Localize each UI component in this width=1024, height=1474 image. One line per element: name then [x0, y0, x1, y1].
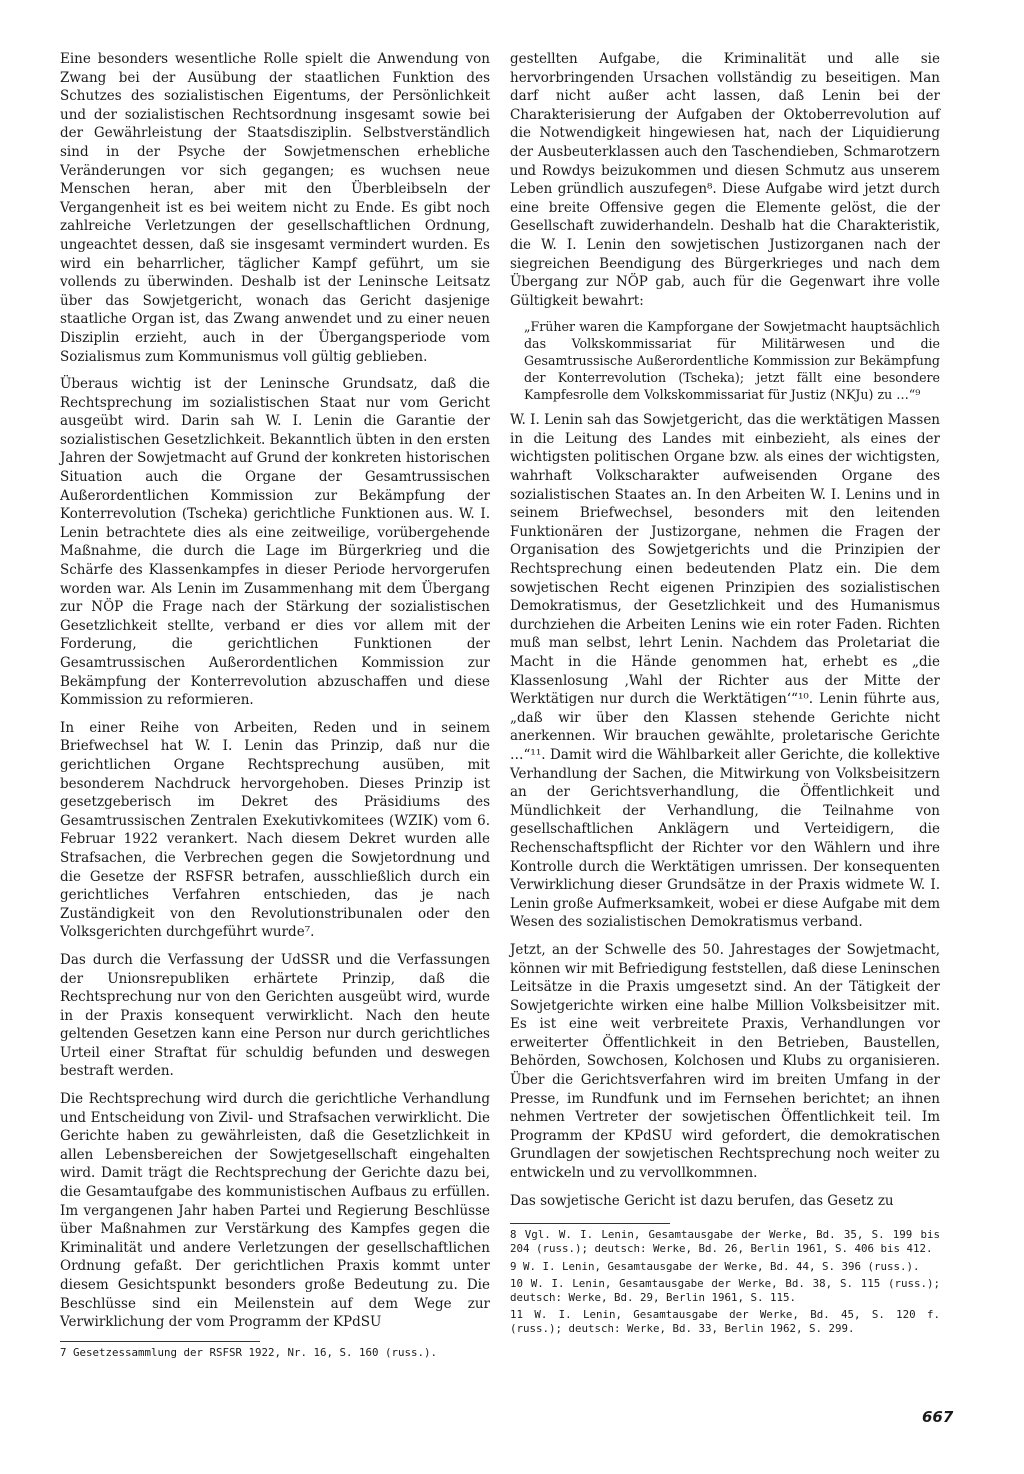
- paragraph: Die Rechtsprechung wird durch die gerichtliche Verhandlung und Entscheidung von Zivil- und Strafsachen verwirklicht. Die Gerichte haben zu gewährleisten, daß die Gesetzlichkeit in allen Lebensbereichen der Sowjetgesellschaft eingehalten wird. Damit trägt die Rechtsprechung der Gerichte dazu bei, die Gesamtaufgabe des kommunistischen Aufbaus zu erfüllen. Im vergangenen Jahr haben Partei und Regierung Beschlüsse über Maßnahmen zur Verstärkung des Kampfes gegen die Kriminalität und andere Verletzungen der gesellschaftlichen Ordnung gefaßt. Der gerichtlichen Praxis kommt unter diesem Gesichtspunkt besonders große Bedeutung zu. Die Beschlüsse sind ein Meilenstein auf dem Wege zur Verwirklichung der vom Programm der KPdSU: [60, 1091, 490, 1331]
- paragraph: Jetzt, an der Schwelle des 50. Jahrestages der Sowjetmacht, können wir mit Befriedigung feststellen, daß diese Leninschen Leitsätze in die Praxis umgesetzt sind. An der Tätigkeit der Sowjetgerichte wirken eine halbe Million Volksbeisitzer mit. Es ist eine weit verbreitete Praxis, Verhandlungen vor erweiterter Öffentlichkeit in den Betrieben, Baustellen, Behörden, Sowchosen, Kolchosen und Klubs zu organisieren. Über die Gerichtsverfahren wird im breiten Umfang in der Presse, im Rundfunk und im Fernsehen berichtet; an ihnen nehmen Vertreter der sowjetischen Öffentlichkeit teil. Im Programm der KPdSU wird gefordert, die demokratischen Grundlagen der sowjetischen Rechtsprechung noch weiter zu entwickeln und zu vervollkommnen.: [510, 941, 940, 1182]
- page-number: 667: [922, 1408, 954, 1426]
- footnote-9: 9 W. I. Lenin, Gesamtausgabe der Werke, Bd. 44, S. 396 (russ.).: [510, 1259, 920, 1273]
- paragraph: Eine besonders wesentliche Rolle spielt die Anwendung von Zwang bei der Ausübung der staatlichen Funktion des Schutzes des sozialistischen Eigentums, der Persönlichkeit und der sozialistischen Rechtsordnung insgesamt sowie bei der Gewährleistung der Staatsdisziplin. Selbstverständlich sind in der Psyche der Sowjetmenschen erhebliche Veränderungen vor sich gegangen; es wuchsen neue Menschen heran, aber mit den Überbleibseln der Vergangenheit ist es bei weitem nicht zu Ende. Es gibt noch zahlreiche Verletzungen der gesellschaftlichen Ordnung, ungeachtet dessen, daß sie insgesamt vermindert wurden. Es wird ein beharrlicher, täglicher Kampf geführt, um sie vollends zu überwinden. Deshalb ist der Leninsche Leitsatz über das Sowjetgericht, wonach das Gericht dasjenige staatliche Organ ist, das Zwang anwendet und zu einer neuen Disziplin erzieht, auch in der Übergangsperiode vom Sozialismus zum Kommunismus voll gültig geblieben.: [60, 51, 490, 365]
- footnote-area: [510, 1219, 940, 1336]
- paragraph: gestellten Aufgabe, die Kriminalität und alle sie hervorbringenden Ursachen vollständig zu beseitigen. Man darf nicht außer acht lassen, daß Lenin bei der Charakterisierung der Aufgaben der Oktoberrevolution auf die Notwendigkeit hingewiesen hat, nach der Liquidierung der Ausbeuterklassen auch den Taschendieben, Schmarotzern und Rowdys beizukommen und diesen Schmutz aus unserem Leben gründlich auszufegen⁸. Diese Aufgabe wird jetzt durch eine breite Offensive gegen die Elemente gelöst, die der Gesellschaft zuwiderhandeln. Deshalb hat die Charakteristik, die W. I. Lenin den sowjetischen Justizorganen nach der siegreichen Beendigung des Bürgerkrieges und nach dem Übergang zur NÖP gab, auch für die Gegenwart ihre volle Gültigkeit bewahrt:: [510, 51, 940, 309]
- paragraph: Überaus wichtig ist der Leninsche Grundsatz, daß die Rechtsprechung im sozialistischen Staat nur vom Gericht ausgeübt wird. Darin sah W. I. Lenin die Garantie der sozialistischen Gesetzlichkeit. Bekanntlich übten in den ersten Jahren der Sowjetmacht auf Grund der konkreten historischen Situation auch die Organe der Gesamtrussischen Außerordentlichen Kommission zur Bekämpfung der Konterrevolution (Tscheka) gerichtliche Funktionen aus. W. I. Lenin betrachtete dies als eine zeitweilige, vorübergehende Maßnahme, die durch die Lage im Bürgerkrieg und die Schärfe des Klassenkampfes in dieser Periode hervorgerufen worden war. Als Lenin im Zusammenhang mit dem Übergang zur NÖP die Frage nach der Stärkung der sozialistischen Gesetzlichkeit stellte, verband er dies vor allem mit der Forderung, die gerichtlichen Funktionen der Gesamtrussischen Außerordentlichen Kommission zur Bekämpfung der Konterrevolution abzuschaffen und diese Kommission zu reformieren.: [60, 376, 490, 709]
- paragraph: Das sowjetische Gericht ist dazu berufen, das Gesetz zu: [510, 1192, 894, 1209]
- footnote-11: 11 W. I. Lenin, Gesamtausgabe der Werke, Bd. 45, S. 120 f. (russ.); deutsch: Werke, Bd. 33, Berlin 1962, S. 299.: [510, 1308, 940, 1336]
- footnote-rule: [510, 1223, 670, 1224]
- left-column: [60, 50, 490, 1363]
- right-column: [510, 50, 940, 1340]
- footnote-8: 8 Vgl. W. I. Lenin, Gesamtausgabe der Werke, Bd. 35, S. 199 bis 204 (russ.); deutsch: Werke, Bd. 26, Berlin 1961, S. 406 bis 412.: [510, 1228, 940, 1256]
- paragraph: W. I. Lenin sah das Sowjetgericht, das die werktätigen Massen in die Leitung des Landes mit einbezieht, als eines der wichtigsten politischen Organe bzw. als eines der wichtigsten, wahrhaft Volkscharakter aufweisenden Organe des sozialistischen Staates an. In den Arbeiten W. I. Lenins und in seinem Briefwechsel, besonders mit den leitenden Funktionären der Justizorgane, nehmen die Fragen der Organisation des Sowjetgerichts und die Prinzipien der Rechtsprechung einen bedeutenden Platz ein. Die dem sowjetischen Recht eigenen Prinzipien des sozialistischen Demokratismus, der Gesetzlichkeit und des Humanismus durchziehen die Arbeiten Lenins wie ein roter Faden. Richten muß man selbst, lehrt Lenin. Nachdem das Proletariat die Macht in die Hände genommen hat, erhebt es „die Klassenlosung ‚Wahl der Richter aus der Mitte der Werktätigen nur durch die Werktätigen‘“¹⁰. Lenin führte aus, „daß wir über den Klassen stehende Gerichte nicht anerkennen. Wir brauchen gewählte, proletarische Gerichte …“¹¹. Damit wird die Wählbarkeit aller Gerichte, die kollektive Verhandlung der Sachen, die Mitwirkung von Volksbeisitzern an der Gerichtsverhandlung, die Öffentlichkeit und Mündlichkeit der Verhandlung, die Teilnahme von gesellschaftlichen Anklägern und Verteidigern, die Rechenschaftspflicht der Richter vor den Wählern und ihre Kontrolle durch die Werktätigen umrissen. Der konsequenten Verwirklichung dieser Grundsätze in der Praxis widmete W. I. Lenin große Aufmerksamkeit, wobei er diese Aufgabe mit dem Wesen des sozialistischen Demokratismus verband.: [510, 412, 940, 931]
- block-quote: „Früher waren die Kampforgane der Sowjetmacht hauptsächlich das Volkskommissariat für Militärwesen und die Gesamtrussische Außerordentliche Kommission zur Bekämpfung der Konterrevolution (Tscheka); jetzt fällt eine besondere Kampfesrolle dem Volkskommissariat für Justiz (NKJu) zu …“⁹: [524, 319, 940, 402]
- document-page: [60, 50, 954, 1440]
- footnote-area: [60, 1341, 438, 1360]
- paragraph: In einer Reihe von Arbeiten, Reden und in seinem Briefwechsel hat W. I. Lenin das Prinzip, daß nur die gerichtlichen Organe Rechtsprechung ausüben, mit besonderem Nachdruck hervorgehoben. Dieses Prinzip ist gesetzgeberisch im Dekret des Präsidiums des Gesamtrussischen Zentralen Exekutivkomitees (WZIK) vom 6. Februar 1922 verankert. Nach diesem Dekret wurden alle Strafsachen, die Verbrechen gegen die Sowjetordnung und die Gesetze der RSFSR betrafen, ausschließlich durch ein gerichtliches Verfahren entschieden, das je nach Zuständigkeit von den Revolutionstribunalen oder den Volksgerichten durchgeführt wurde⁷.: [60, 719, 490, 941]
- paragraph: Das durch die Verfassung der UdSSR und die Verfassungen der Unionsrepubliken erhärtete Prinzip, daß die Rechtsprechung nur von den Gerichten ausgeübt wird, wurde in der Praxis konsequent verwirklicht. Nach den heute geltenden Gesetzen kann eine Person nur durch gerichtliches Urteil einer Straftat für schuldig befunden und deswegen bestraft werden.: [60, 951, 490, 1080]
- footnote-7: 7 Gesetzessammlung der RSFSR 1922, Nr. 16, S. 160 (russ.).: [60, 1345, 438, 1359]
- footnote-10: 10 W. I. Lenin, Gesamtausgabe der Werke, Bd. 38, S. 115 (russ.); deutsch: Werke, Bd. 29, Berlin 1961, S. 115.: [510, 1276, 940, 1305]
